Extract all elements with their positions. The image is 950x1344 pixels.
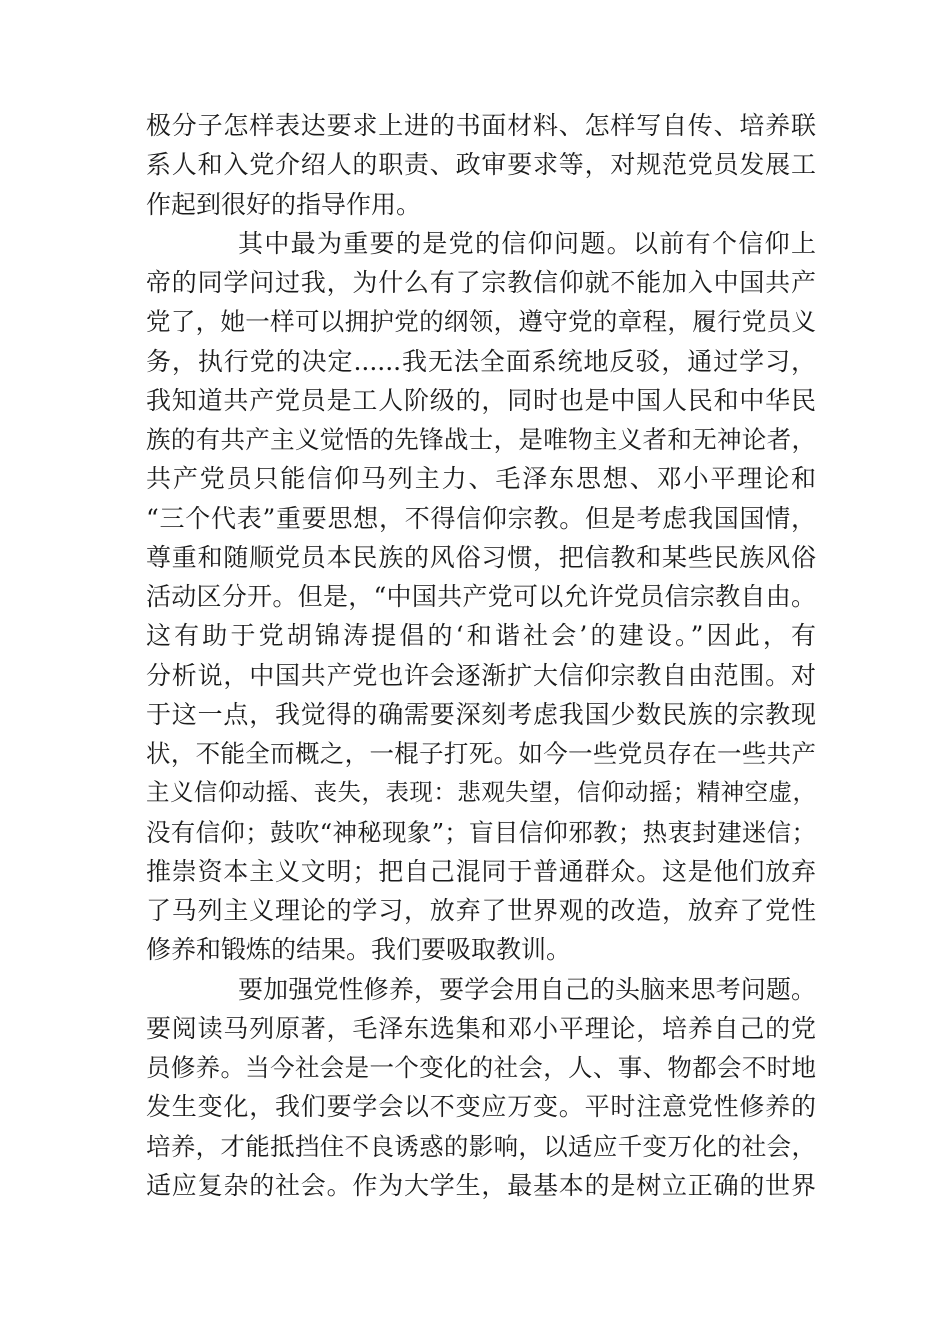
text-line: 培养，才能抵挡住不良诱惑的影响，以适应千变万化的社会， xyxy=(146,1131,816,1161)
text-line: 于这一点，我觉得的确需要深刻考虑我国少数民族的宗教现 xyxy=(146,699,816,729)
text-line: 帝的同学问过我，为什么有了宗教信仰就不能加入中国共产 xyxy=(146,268,816,297)
text-line: “三个代表”重要思想，不得信仰宗教。但是考虑我国国情， xyxy=(146,503,816,533)
text-line: 尊重和随顺党员本民族的风俗习惯，把信教和某些民族风俗 xyxy=(146,542,816,572)
text-line: 了马列主义理论的学习，放弃了世界观的改造，放弃了党性 xyxy=(146,896,816,925)
text-line: 状，不能全而概之，一棍子打死。如今一些党员存在一些共产 xyxy=(146,739,816,768)
text-line: 修养和锻炼的结果。我们要吸取教训。 xyxy=(146,935,572,965)
text-line: 极分子怎样表达要求上进的书面材料、怎样写自传、培养联 xyxy=(146,111,816,140)
text-line: 共产党员只能信仰马列主力、毛泽东思想、邓小平理论和 xyxy=(146,464,816,494)
text-line: 作起到很好的指导作用。 xyxy=(146,189,422,219)
text-line: 这有助于党胡锦涛提倡的‘和谐社会’的建设。”因此，有 xyxy=(146,621,816,651)
text-line: 我知道共产党员是工人阶级的，同时也是中国人民和中华民 xyxy=(146,385,816,415)
text-line: 其中最为重要的是党的信仰问题。以前有个信仰上 xyxy=(238,228,816,258)
text-line: 要阅读马列原著，毛泽东选集和邓小平理论，培养自己的党 xyxy=(146,1013,816,1043)
text-line: 发生变化，我们要学会以不变应万变。平时注意党性修养的 xyxy=(146,1092,816,1122)
body-text xyxy=(146,106,816,1205)
text-line: 要加强党性修养，要学会用自己的头脑来思考问题。 xyxy=(238,974,816,1004)
text-line: 务，执行党的决定......我无法全面系统地反驳，通过学习， xyxy=(146,346,816,376)
text-line: 活动区分开。但是，“中国共产党可以允许党员信宗教自由。 xyxy=(146,582,816,611)
text-line: 主义信仰动摇、丧失，表现：悲观失望，信仰动摇；精神空虚， xyxy=(146,778,816,807)
text-line: 没有信仰；鼓吹“神秘现象”；盲目信仰邪教；热衷封建迷信； xyxy=(146,817,816,847)
text-line: 族的有共产主义觉悟的先锋战士，是唯物主义者和无神论者， xyxy=(146,425,816,454)
text-line: 适应复杂的社会。作为大学生，最基本的是树立正确的世界 xyxy=(146,1170,816,1200)
text-line: 推崇资本主义文明；把自己混同于普通群众。这是他们放弃 xyxy=(146,856,816,886)
text-line: 系人和入党介绍人的职责、政审要求等，对规范党员发展工 xyxy=(146,150,816,180)
text-line: 员修养。当今社会是一个变化的社会，人、事、物都会不时地 xyxy=(146,1053,816,1082)
text-line: 分析说，中国共产党也许会逐渐扩大信仰宗教自由范围。对 xyxy=(146,660,816,690)
text-line: 党了，她一样可以拥护党的纲领，遵守党的章程，履行党员义 xyxy=(146,307,816,337)
